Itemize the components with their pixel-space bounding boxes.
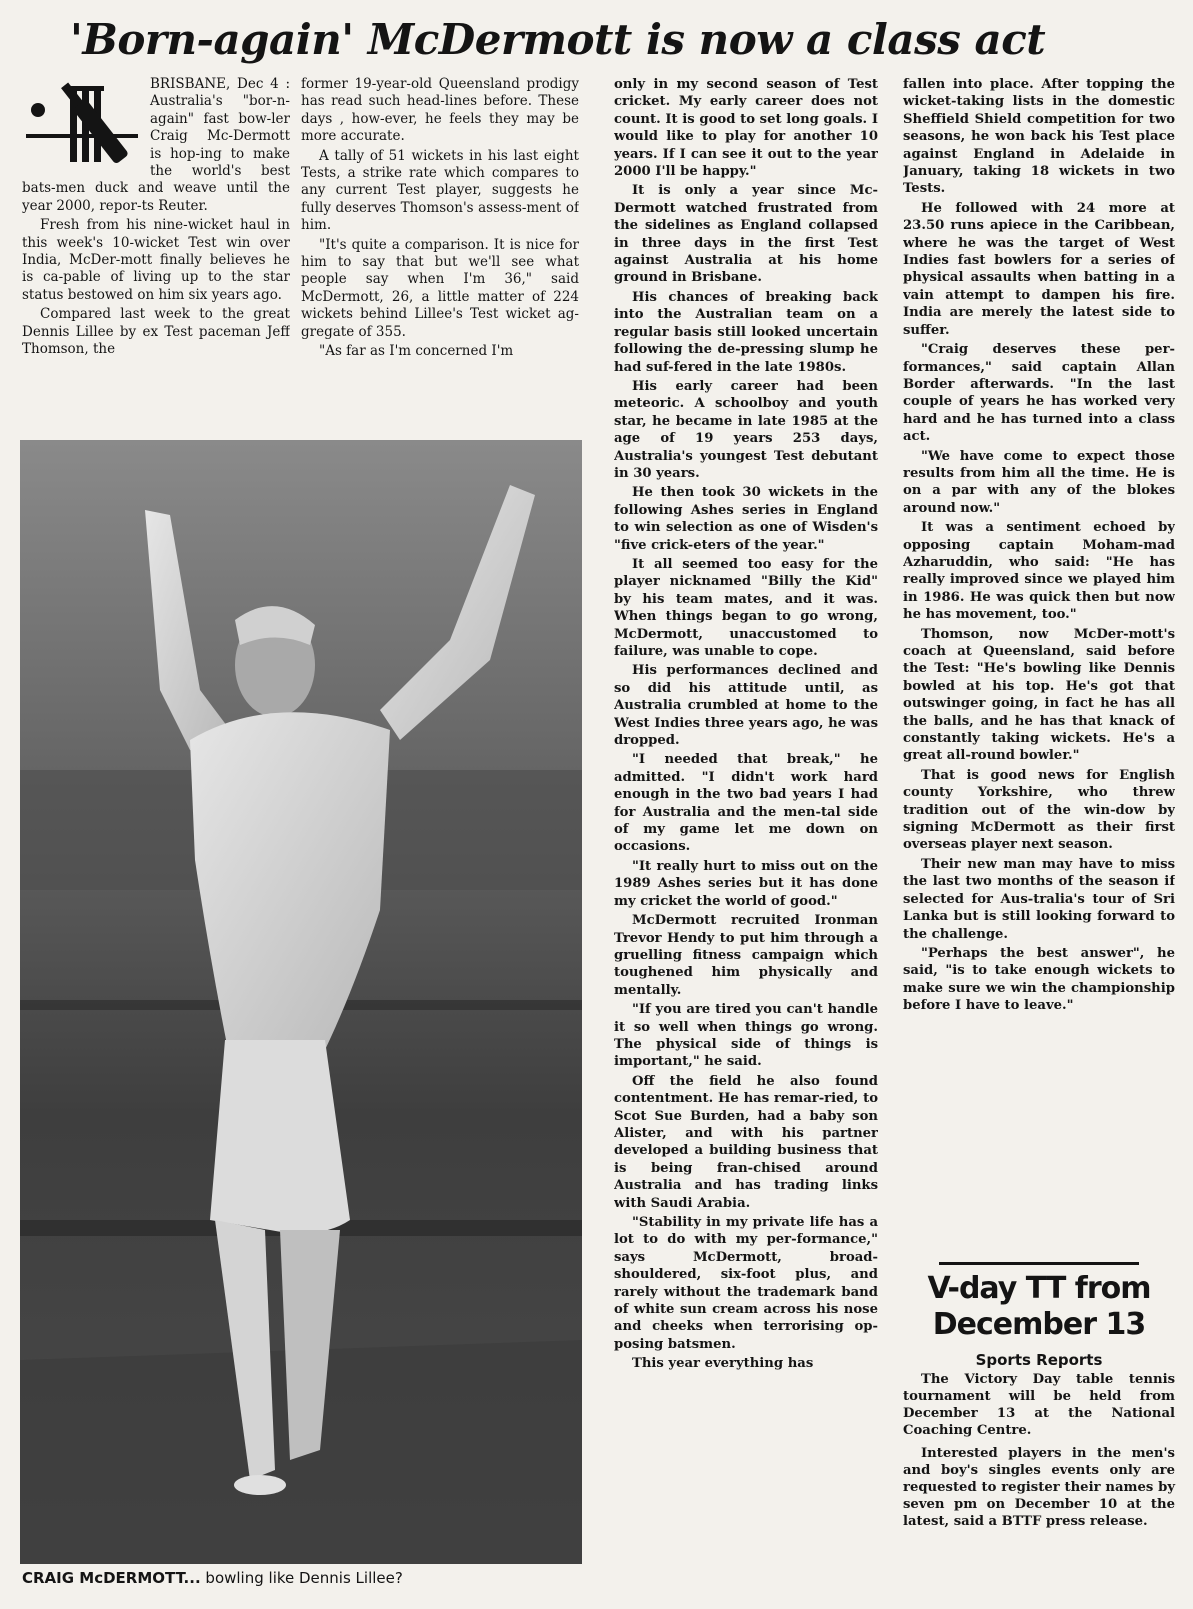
paragraph: His early career had been meteoric. A schoolboy and youth star, he became in late 1985 at the age of 19 years 253 days, Australia's youngest Test debutant in 30 years. [614, 378, 878, 481]
sidebar-body [903, 1371, 1175, 1530]
paragraph: It all seemed too easy for the player nicknamed "Billy the Kid" by his team mates, and it was. When things began to go wrong, McDermott, unaccustomed to failure, was unable to cope. [614, 556, 878, 659]
headline: 'Born-again' McDermott is now a class act [70, 15, 1046, 64]
article-column-1 [22, 76, 290, 432]
paragraph: former 19-year-old Queensland prodigy has read such head-lines before. These days , how-ever, he feels they may be more accurate. [301, 76, 579, 145]
paragraph: "I needed that break," he admitted. "I didn't work hard enough in the two bad years I had for Australia and the men-tal side of my game let me down on occasions. [614, 752, 878, 855]
paragraph: It was a sentiment echoed by opposing captain Moham-mad Azharuddin, who said: "He has really improved since we played him in 1986. He was quick then but now he has movement, too." [903, 520, 1175, 623]
paragraph: "If you are tired you can't handle it so well when things go wrong. The physical side of things is important," he said. [614, 1002, 878, 1070]
paragraph: That is good news for English county Yorkshire, who threw tradition out of the win-dow by signing McDermott as their first overseas player next season. [903, 767, 1175, 853]
paragraph: Fresh from his nine-wicket haul in this week's 10-wicket Test win over India, McDer-mott finally believes he is ca-pable of living up to the star status bestowed on him six years ago. [22, 217, 290, 303]
caption-text: bowling like Dennis Lillee? [200, 1569, 403, 1587]
paragraph: "It's quite a comparison. It is nice for him to say that but we'll see what people say when I'm 36," said McDermott, 26, a little matter of 224 wickets behind Lillee's Test wicket ag-gregate of 355. [301, 236, 579, 340]
player-celebration-photo [20, 440, 582, 1564]
paragraph: "As far as I'm concerned I'm [319, 343, 514, 360]
paragraph: The Victory Day table tennis tournament will be held from December 13 at the National Coaching Centre. [903, 1372, 1175, 1438]
sidebar-news-brief [903, 1262, 1175, 1602]
article-column-4 [903, 76, 1175, 1276]
paragraph: Interested players in the men's and boy's singles events only are requested to register their names by seven pm on December 10 at the latest, said a BTTF press release. [903, 1446, 1175, 1529]
paragraph: His chances of breaking back into the Australian team on a regular basis still looked uncertain following the de-pressing slump he had suf-fered in the late 1980s. [614, 289, 878, 375]
paragraph: It is only a year since Mc-Dermott watched frustrated from the sidelines as England collapsed in three days in the first Test against Australia at his home ground in Brisbane. [614, 183, 878, 286]
paragraph: fallen into place. After topping the wicket-taking lists in the domestic Sheffield Shield competition for two seasons, he won back his Test place against England in Adelaide in January, taking 18 wickets in two Tests. [903, 77, 1175, 197]
paragraph: He followed with 24 more at 23.50 runs apiece in the Caribbean, where he was the target of West Indies fast bowlers for a series of physical assaults when batting in a vain attempt to dampen his fire. India are merely the latest side to suffer. [903, 200, 1175, 338]
sidebar-title-line-2: December 13 [932, 1307, 1146, 1342]
photo-image [20, 440, 582, 1564]
cricket-wickets-bat-ball-icon [22, 76, 142, 171]
divider [939, 1262, 1139, 1265]
sidebar-byline: Sports Reports [975, 1351, 1103, 1369]
paragraph: "We have come to expect those results from him all the time. He is on a par with any of the blokes around now." [903, 448, 1175, 516]
paragraph: "Perhaps the best answer", he said, "is to take enough wickets to make sure we win the championship before I have to leave." [903, 945, 1175, 1014]
paragraph: McDermott recruited Ironman Trevor Hendy to put him through a gruelling fitness campaign which toughened him physically and mentally. [614, 913, 878, 998]
article-column-2 [301, 76, 579, 432]
caption-name: CRAIG McDERMOTT... [22, 1569, 201, 1587]
paragraph: "Stability in my private life has a lot to do with my per-formance," says McDermott, broad-shouldered, six-foot plus, and rarely without the trademark band of white sun cream across his nose and cheeks when terrorising op-posing batsmen. [614, 1215, 878, 1352]
paragraph: "Craig deserves these per-formances," said captain Allan Border afterwards. "In the last couple of years he has worked very hard and he has turned into a class act. [903, 342, 1175, 445]
paragraph: BRISBANE, Dec 4 : Australia's "bor-n-again" fast bow-ler Craig Mc-Dermott is hop-ing to make the world's best bats-men duck and weave until the year 2000, repor-ts Reuter. [22, 76, 290, 214]
paragraph: Their new man may have to miss the last two months of the season if selected for Aus-tralia's tour of Sri Lanka but is still looking forward to the challenge. [903, 856, 1175, 942]
paragraph: "It really hurt to miss out on the 1989 Ashes series but it has done my cricket the world of good." [614, 858, 878, 909]
paragraph: only in my second season of Test cricket. My early career does not count. It is good to set long goals. I would like to play for another 10 years. If I can see it out to the year 2000 I'll be happy." [614, 77, 878, 180]
paragraph: This year everything has [632, 1356, 814, 1372]
paragraph: He then took 30 wickets in the following Ashes series in England to win selection as one of Wisden's "five crick-eters of the year." [614, 485, 878, 553]
paragraph: Thomson, now McDer-mott's coach at Queensland, said before the Test: "He's bowling like Dennis bowled at his top. He's got that outswinger going, in fact he has all the balls, and he has that knack of constantly taking wickets. He's a great all-round bowler." [903, 626, 1175, 764]
article-column-3 [614, 76, 878, 1601]
paragraph: Off the field he also found contentment. He has remar-ried, to Scot Sue Burden, had a baby son Alister, and with his partner developed a building business that is being fran-chised around Australia and has trading links with Saudi Arabia. [614, 1073, 878, 1211]
paragraph: Compared last week to the great Dennis Lillee by ex Test paceman Jeff Thomson, the [22, 306, 290, 358]
paragraph: His performances declined and so did his attitude until, as Australia crumbled at home to the West Indies three years ago, he was dropped. [614, 663, 878, 749]
sidebar-title-line-1: V-day TT from [927, 1271, 1151, 1306]
paragraph: A tally of 51 wickets in his last eight Tests, a strike rate which compares to any current Test player, suggests he fully deserves Thomson's assess-ment of him. [301, 147, 579, 234]
photo-caption [22, 1567, 582, 1589]
